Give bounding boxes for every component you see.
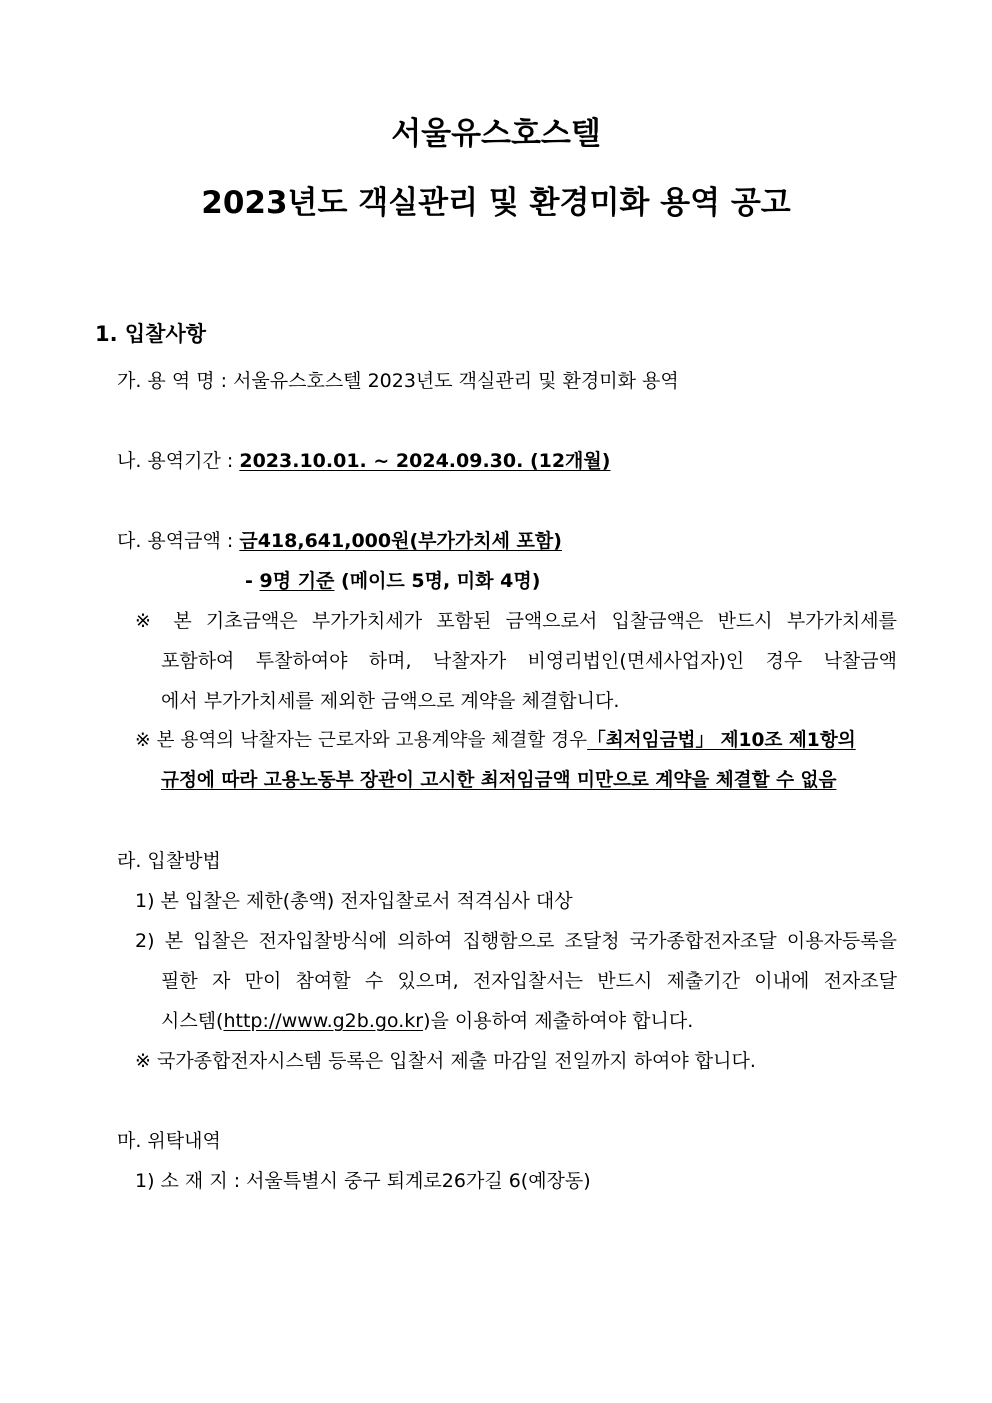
item-ma-label: 마. 위탁내역	[117, 1130, 221, 1152]
item-na-label: 나. 용역기간 :	[117, 450, 240, 472]
item-da-sub-rest: (메이드 5명, 미화 4명)	[334, 570, 541, 592]
item-ma-1: 1) 소 재 지 : 서울특별시 중구 퇴계로26가길 6(예장동)	[135, 1170, 591, 1192]
item-ra-2-line3-post: )을 이용하여 제출하여야 합니다.	[423, 1010, 694, 1032]
item-da-sub-underlined: 9명 기준	[259, 570, 335, 592]
note2-bold-part2: 규정에 따라 고용노동부 장관이 고시한 최저임금액 미만으로 계약을 체결할 수 없음	[161, 770, 837, 791]
item-ra-2-line3-pre: 시스템(	[161, 1010, 224, 1032]
document-title-line1: 서울유스호스텔	[391, 116, 601, 152]
item-da-sub	[245, 568, 540, 594]
item-ra-2-line3	[161, 1008, 693, 1034]
item-ra-1: 1) 본 입찰은 제한(총액) 전자입찰로서 적격심사 대상	[135, 890, 573, 912]
note2-line1	[135, 728, 897, 754]
item-da-sub-prefix: -	[245, 570, 260, 592]
note1-line3: 에서 부가가치세를 제외한 금액으로 계약을 체결합니다.	[161, 690, 620, 712]
item-da-label: 다. 용역금액 :	[117, 530, 240, 552]
item-ra-note: ※ 국가종합전자시스템 등록은 입찰서 제출 마감일 전일까지 하여야 합니다.	[135, 1050, 756, 1072]
item-ga-value: 서울유스호스텔 2023년도 객실관리 및 환경미화 용역	[233, 370, 679, 392]
item-da	[117, 528, 562, 554]
item-ra-2-line1: 2) 본 입찰은 전자입찰방식에 의하여 집행함으로 조달청 국가종합전자조달 이용자등록을	[135, 930, 897, 952]
note1-line2: 포함하여 투찰하여야 하며, 낙찰자가 비영리법인(면세사업자)인 경우 낙찰금액	[161, 650, 897, 672]
item-na	[117, 448, 610, 474]
item-ga	[117, 368, 679, 394]
item-na-value: 2023.10.01. ~ 2024.09.30. (12개월)	[239, 450, 611, 472]
note2-bold-part1: 「최저임금법」 제10조 제1항의	[587, 730, 856, 751]
item-da-value: 금418,641,000원(부가가치세 포함)	[239, 530, 562, 552]
g2b-link[interactable]: http://www.g2b.go.kr	[223, 1010, 424, 1032]
document-title-line2: 2023년도 객실관리 및 환경미화 용역 공고	[201, 185, 791, 221]
item-ga-label: 가. 용 역 명 :	[117, 370, 234, 392]
item-ra-2-line2: 필한 자 만이 참여할 수 있으며, 전자입찰서는 반드시 제출기간 이내에 전자조달	[161, 970, 897, 992]
note2-plain: ※ 본 용역의 낙찰자는 근로자와 고용계약을 체결할 경우	[135, 730, 588, 751]
item-ra-label: 라. 입찰방법	[117, 850, 221, 872]
note1-line1: ※ 본 기초금액은 부가가치세가 포함된 금액으로서 입찰금액은 반드시 부가가치세를	[135, 610, 897, 632]
section-heading: 1. 입찰사항	[95, 322, 207, 346]
